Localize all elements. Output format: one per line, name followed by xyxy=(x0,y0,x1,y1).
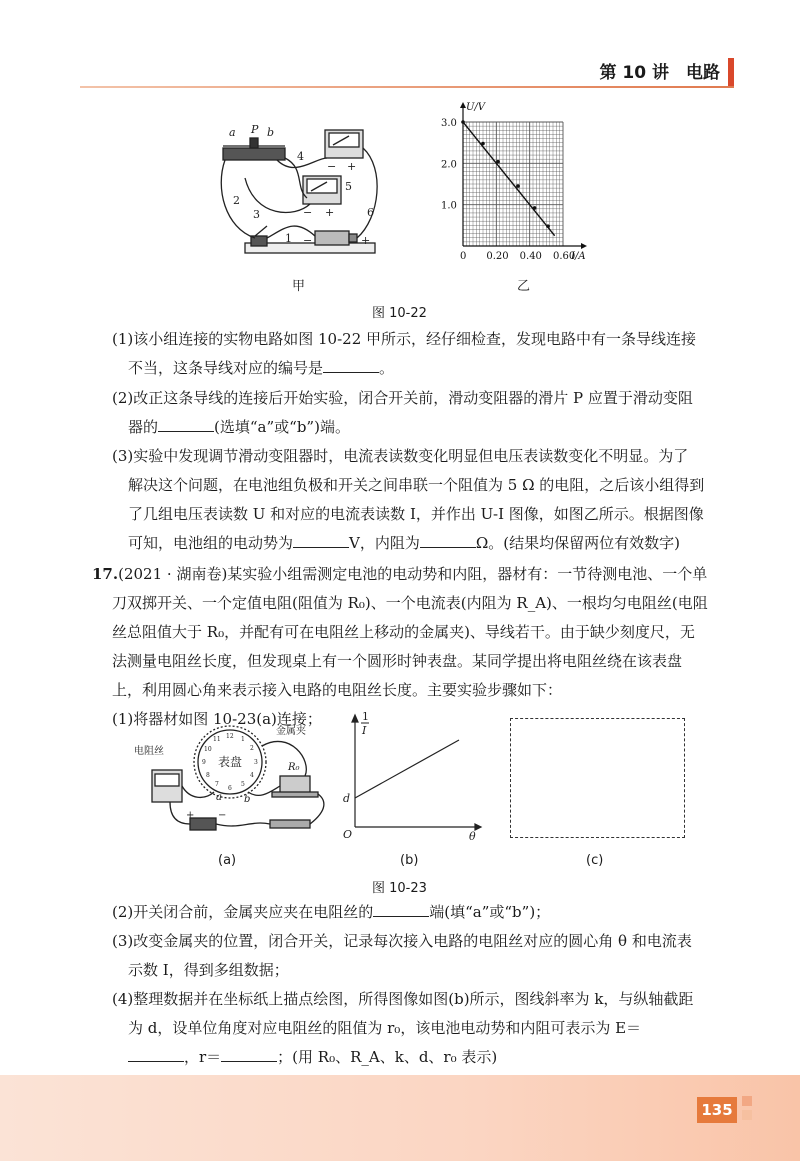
answer-blank[interactable] xyxy=(128,1047,184,1062)
dial-number-1: 1 xyxy=(241,736,245,743)
x-axis-arrow xyxy=(581,243,587,249)
q16-part2: (2)改正这条导线的连接后开始实验，闭合开关前，滑动变阻器的滑片 P 应置于滑动变阻 器的 (选填“a”或“b”)端。 xyxy=(112,389,693,436)
footer-deco-square xyxy=(742,1110,752,1120)
label-dial: 表盘 xyxy=(218,755,243,769)
dial-number-12: 12 xyxy=(226,733,234,740)
dial-number-6: 6 xyxy=(228,785,232,792)
sub-caption-jia: 甲 xyxy=(292,279,306,294)
q16-part3: (3)实验中发现调节滑动变阻器时，电流表读数变化明显但电压表读数变化不明显。为了 解决这个问题，在电池组负极和开关之间串联一个阻值为 5 Ω 的电阻，之后该小组得到 了几组电压表读数 U 和对应的电流表读数 I，并作出 U-I 图像，如图乙所示。根据图像 可知，电池组的电动势为 V，内阻为 Ω。(结果均保留两位有效数字) xyxy=(112,447,705,552)
data-point xyxy=(516,184,520,188)
step-2: (2)开关闭合前，金属夹应夹在电阻丝的 端(填“a”或“b”)； xyxy=(112,903,551,921)
answer-blank[interactable] xyxy=(323,358,379,373)
y-axis-label-denominator: I xyxy=(362,724,367,737)
terminal-minus-1: − xyxy=(327,160,337,173)
terminal-minus-3: − xyxy=(303,234,313,247)
answer-blank[interactable] xyxy=(293,533,349,548)
blank-drawing-box-c[interactable] xyxy=(510,718,685,838)
x-tick-label: 0.60 xyxy=(553,251,576,262)
sub-caption-b: (b) xyxy=(400,853,419,868)
chapter-title: 第 10 讲 电路 xyxy=(599,63,720,83)
q17-step1: (1)将器材如图 10-23(a)连接； xyxy=(112,710,322,728)
terminal-minus-2: − xyxy=(303,206,313,219)
dial-number-5: 5 xyxy=(241,781,245,788)
dial-number-7: 7 xyxy=(215,781,219,788)
step-3: (3)改变金属夹的位置，闭合开关，记录每次接入电路的电阻丝对应的圆心角 θ 和电流表 示数 I，得到多组数据； xyxy=(112,932,692,979)
data-point xyxy=(533,206,537,210)
label-b: b xyxy=(244,794,251,805)
intercept-d: d xyxy=(343,792,351,805)
terminal-plus-3: + xyxy=(361,234,371,247)
dial-number-8: 8 xyxy=(206,772,210,779)
answer-blank[interactable] xyxy=(221,1047,277,1062)
data-point xyxy=(546,224,550,228)
y-tick-label: 3.0 xyxy=(441,118,457,129)
fit-line xyxy=(463,122,555,236)
x-axis-label-theta: θ xyxy=(469,830,476,842)
sub-caption-yi: 乙 xyxy=(517,279,531,294)
answer-blank[interactable] xyxy=(158,417,214,432)
footer-deco-square xyxy=(742,1096,752,1106)
x-tick-label: 0 xyxy=(460,251,467,262)
label-resistor-wire: 电阻丝 xyxy=(134,746,164,757)
dial-number-10: 10 xyxy=(204,746,212,753)
step-4: (4)整理数据并在坐标纸上描点绘图，所得图像如图(b)所示，图线斜率为 k，与纵轴截距 为 d，设单位角度对应电阻丝的阻值为 r₀，该电池电动势和内阻可表示为 E＝ ，r＝ ；(用 R₀、R_A、k、d、r₀ 表示) xyxy=(112,990,694,1066)
dial-number-2: 2 xyxy=(250,745,254,752)
y-tick-label: 2.0 xyxy=(441,159,457,171)
label-b: b xyxy=(267,126,275,139)
dial-number-9: 9 xyxy=(202,759,206,766)
y-axis-label: U/V xyxy=(466,102,486,113)
y-axis-label-numerator: 1 xyxy=(362,712,369,723)
header-rule xyxy=(80,86,734,88)
wire-label-6: 6 xyxy=(367,206,374,219)
question-number: 17. xyxy=(92,565,119,583)
terminal-plus-2: + xyxy=(325,206,335,219)
label-P: P xyxy=(251,123,259,136)
label-a: a xyxy=(229,126,236,139)
sub-caption-c: (c) xyxy=(586,853,604,868)
figure-caption-10-23: 图 10-23 xyxy=(372,881,427,896)
terminal-plus-1: + xyxy=(347,160,357,173)
circuit-diagram-jia xyxy=(215,118,385,278)
inverse-current-vs-angle-graph xyxy=(335,712,485,842)
x-tick-label: 0.40 xyxy=(519,251,542,262)
ui-chart xyxy=(425,98,625,268)
label-plus: + xyxy=(186,810,195,821)
label-a: a xyxy=(216,792,222,803)
wire-label-2: 2 xyxy=(233,194,240,207)
answer-blank[interactable] xyxy=(420,533,476,548)
x-tick-label: 0.20 xyxy=(486,251,509,262)
dial-number-4: 4 xyxy=(250,772,254,779)
wire-label-5: 5 xyxy=(345,180,352,193)
data-point xyxy=(461,120,465,124)
figure-caption-10-22: 图 10-22 xyxy=(372,306,427,321)
header-accent-bar xyxy=(728,58,734,88)
wire-label-4: 4 xyxy=(297,150,304,163)
page-number: 135 xyxy=(697,1097,737,1123)
data-point xyxy=(481,142,485,146)
circuit-diagram-a xyxy=(130,720,340,850)
footer-band xyxy=(0,1075,800,1161)
q16-part1: (1)该小组连接的实物电路如图 10-22 甲所示，经仔细检查，发现电路中有一条导线连接 不当，这条导线对应的编号是 。 xyxy=(112,330,697,377)
label-R0: R₀ xyxy=(288,762,300,773)
data-point xyxy=(496,160,500,164)
dial-number-11: 11 xyxy=(213,736,221,743)
answer-blank[interactable] xyxy=(373,902,429,917)
label-minus: − xyxy=(218,810,227,821)
x-axis-label: I/A xyxy=(571,251,586,262)
sub-caption-a: (a) xyxy=(218,853,237,868)
wire-label-1: 1 xyxy=(285,232,292,245)
wire-label-3: 3 xyxy=(253,208,260,221)
label-metal-clip: 金属夹 xyxy=(276,726,306,737)
origin-O: O xyxy=(343,828,353,841)
y-tick-label: 1.0 xyxy=(441,200,457,212)
q17-intro: 17.(2021 · 湖南卷)某实验小组需测定电池的电动势和内阻，器材有：一节待测电池、一个单 刀双掷开关、一个定值电阻(阻值为 R₀)、一个电流表(内阻为 R_A)、一根均匀电阻丝(电阻 丝总阻值大于 R₀，并配有可在电阻丝上移动的金属夹)、导线若干。由于缺少刻度尺，无 法测量电阻丝长度，但发现桌上有一个圆形时钟表盘。某同学提出将电阻丝绕在该表盘 上，利用圆心角来表示接入电路的电阻丝长度。主要实验步骤如下： xyxy=(92,565,708,699)
dial-number-3: 3 xyxy=(254,759,258,766)
